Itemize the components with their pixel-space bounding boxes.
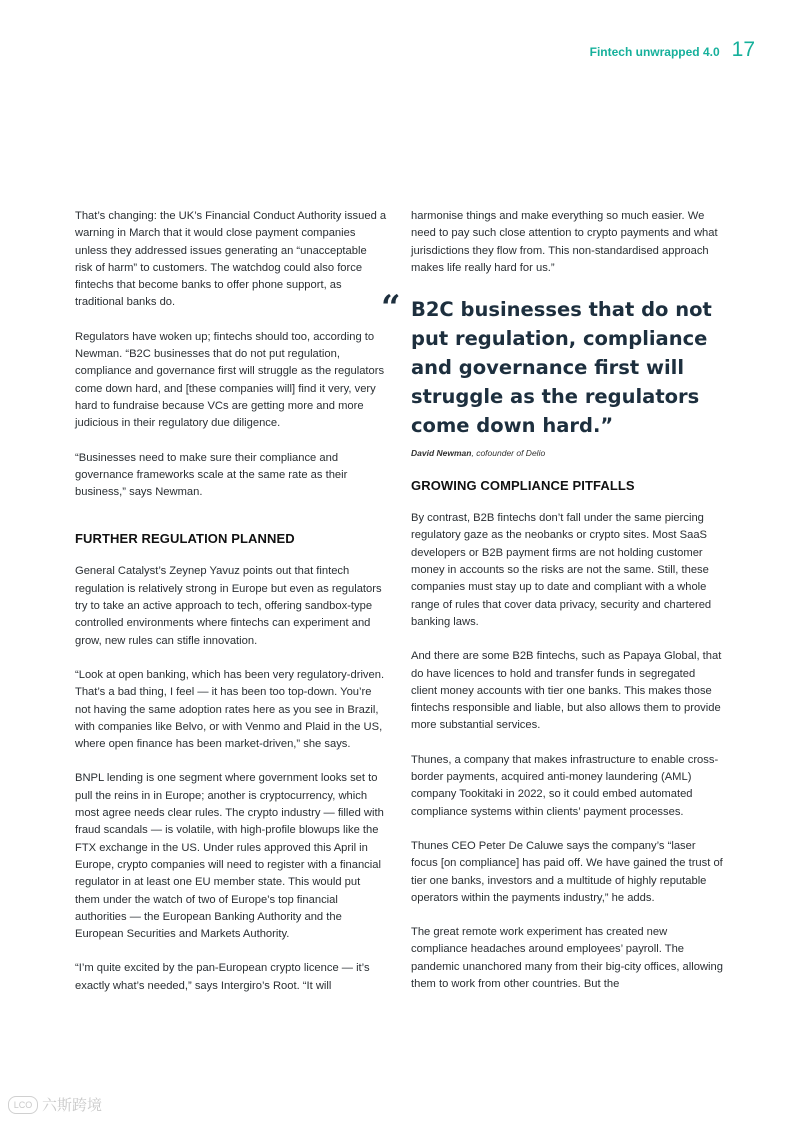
pull-quote-text: B2C businesses that do not put regulation, compliance and governance first will struggle as the regulators come down hard.” (411, 298, 712, 438)
paragraph: “I’m quite excited by the pan-European crypto licence — it’s exactly what’s needed,” says Intergiro’s Root. “It will (75, 962, 370, 992)
watermark-text: 六斯跨境 (42, 1097, 103, 1114)
paragraph: That’s changing: the UK’s Financial Conduct Authority issued a warning in March that it would close payment companies unless they addressed issues generating an “unacceptable risk of harm” to customers. The watchdog could also force fintechs that become banks to offer phone support, as traditional banks do. (75, 210, 387, 309)
pull-quote (381, 288, 723, 440)
watermark-logo-icon: LCO (8, 1096, 38, 1114)
paragraph: “Businesses need to make sure their compliance and governance frameworks scale at the same rate as their business,” says Newman. (75, 451, 348, 499)
quote-mark-icon: “ (381, 288, 401, 329)
paragraph: harmonise things and make everything so much easier. We need to pay such close attention to crypto payments and what jurisdictions they flow from. This non-standardised approach makes life really hard for us.” (411, 210, 718, 274)
paragraph: Thunes CEO Peter De Caluwe says the company’s “laser focus [on compliance] has paid off. We have gained the trust of tier one banks, investors and a multitude of highly reputable operators within the payments industry,” he adds. (411, 839, 723, 904)
paragraph: BNPL lending is one segment where government looks set to pull the reins in in Europe; another is cryptocurrency, which most agree needs clear rules. The crypto industry — filled with fraud scandals — is volatile, with high-profile blowups like the FTX exchange in the US. Under rules approved this April in Europe, crypto companies will need to register with a financial regulator in at least one EU member state. This would put them under the watch of two of Europe’s top financial authorities — the European Banking Authority and the European Securities and Markets Authority. (75, 772, 384, 941)
paragraph: The great remote work experiment has created new compliance headaches around employees’ payroll. The pandemic unanchored many from their big-city offices, allowing them to work from other countries. But the (411, 926, 723, 991)
attribution-role: , cofounder of Delio (471, 448, 546, 459)
right-column (381, 208, 723, 1010)
page-header (590, 38, 755, 62)
section-heading: GROWING COMPLIANCE PITFALLS (411, 478, 635, 494)
paragraph: By contrast, B2B fintechs don’t fall under the same piercing regulatory gaze as the neobanks or crypto sites. Most SaaS developers or B2B payment firms are not holding customer money in accounts so the risks are not the same. Still, these companies must stay up to date and compliant with a whole range of rules that cover data privacy, security and chartered banking laws. (411, 512, 712, 628)
attribution-name: David Newman (411, 448, 472, 459)
paragraph: Thunes, a company that makes infrastructure to enable cross-border payments, acquired anti-money laundering (AML) company Tookitaki in 2022, so it could embed automated compliance systems within clients’ payment processes. (411, 753, 719, 818)
watermark (8, 1094, 102, 1115)
publication-title: Fintech unwrapped 4.0 (589, 45, 720, 59)
paragraph: And there are some B2B fintechs, such as Papaya Global, that do have licences to hold and transfer funds in segregated client money accounts with tier one banks. This makes those fintechs responsible and liable, but also allows them to provide more substantial services. (411, 650, 722, 732)
left-column (75, 208, 387, 1012)
page-number: 17 (731, 38, 755, 61)
paragraph: “Look at open banking, which has been very regulatory-driven. That’s a bad thing, I feel — it has been too top-down. You’re not having the same adoption rates here as you see in Brazil, with companies like Belvo, or with Venmo and Plaid in the US, where open finance has been market-driven,” she says. (75, 668, 385, 751)
section-heading: FURTHER REGULATION PLANNED (75, 531, 295, 547)
quote-attribution (411, 448, 723, 458)
paragraph: General Catalyst’s Zeynep Yavuz points out that fintech regulation is relatively strong in Europe but even as regulators try to take an active approach to tech, offering sandbox-type controlled environments where fintechs can experiment and grow, new rules can stifle innovation. (75, 565, 382, 647)
paragraph: Regulators have woken up; fintechs should too, according to Newman. “B2C businesses that do not put regulation, compliance and governance first will struggle as the regulators come down hard, and [these companies will] find it very, very hard to fundraise because VCs are getting more and more judicious in their regulatory due diligence. (75, 330, 385, 430)
